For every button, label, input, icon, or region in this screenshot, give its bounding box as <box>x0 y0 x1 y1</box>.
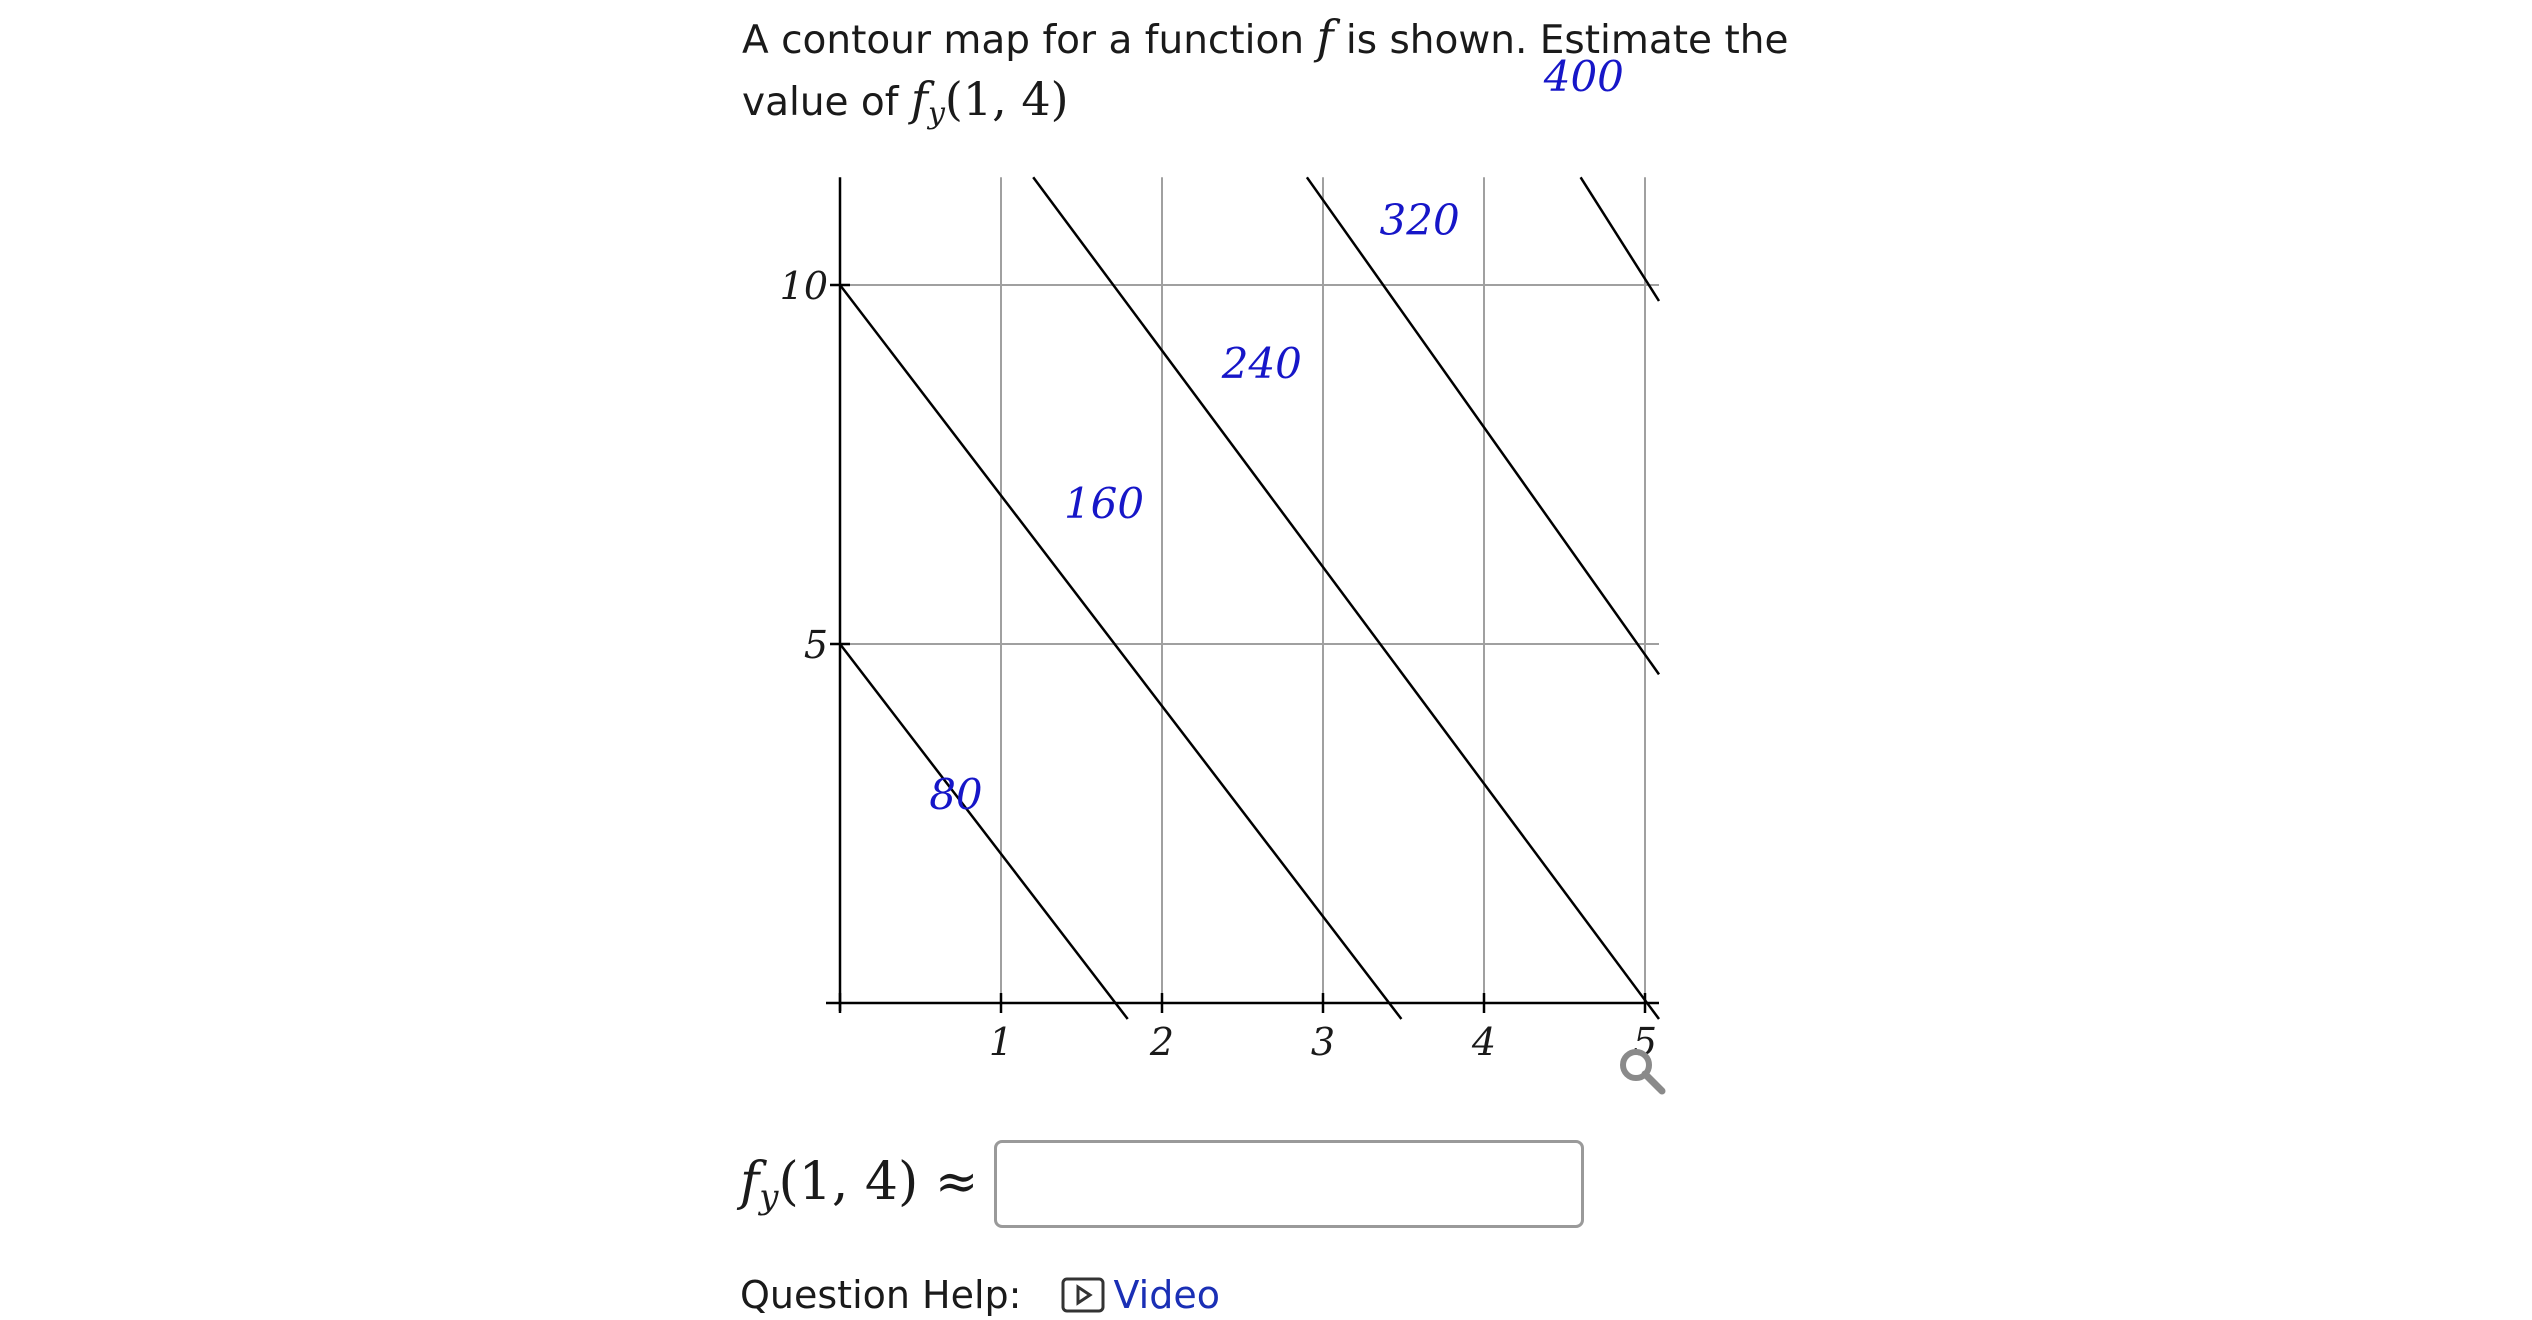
contour-label: 400 <box>1543 51 1624 101</box>
x-tick-label: 1 <box>988 1020 1014 1064</box>
question-text-before: A contour map for a function <box>742 18 1305 63</box>
question-text <box>742 8 1802 143</box>
contour-line-160 <box>840 285 1401 1019</box>
x-tick-label: 4 <box>1471 1020 1497 1064</box>
contour-line-80 <box>840 644 1128 1019</box>
x-tick-label: 3 <box>1310 1020 1336 1064</box>
x-tick-label: 5 <box>1632 1020 1658 1064</box>
y-tick-label: 10 <box>779 264 828 308</box>
contour-line-240 <box>1033 177 1659 1019</box>
answer-label: $f_y(1$, 4) ≈ <box>740 1151 979 1217</box>
video-link[interactable] <box>1061 1270 1219 1320</box>
function-symbol: f <box>1316 10 1334 64</box>
answer-row <box>740 1136 1584 1232</box>
answer-input[interactable] <box>994 1140 1584 1228</box>
contour-label: 240 <box>1221 338 1302 388</box>
play-video-icon <box>1061 1277 1105 1313</box>
question-help-label: Question Help: <box>740 1273 1022 1317</box>
contour-label: 320 <box>1379 195 1460 245</box>
contour-line-320 <box>1307 177 1659 674</box>
contour-label: 80 <box>929 769 983 819</box>
y-tick-label: 5 <box>803 623 828 667</box>
question-expression: $f_y(1$, 4) <box>910 72 1069 131</box>
question-help <box>740 1270 1220 1320</box>
question-text-after: is shown. Estimate the value of <box>742 18 1789 125</box>
contour-line-400 <box>1581 177 1659 301</box>
x-tick-label: 2 <box>1149 1020 1175 1064</box>
video-link-label: Video <box>1113 1273 1220 1317</box>
contour-label: 160 <box>1063 478 1145 528</box>
